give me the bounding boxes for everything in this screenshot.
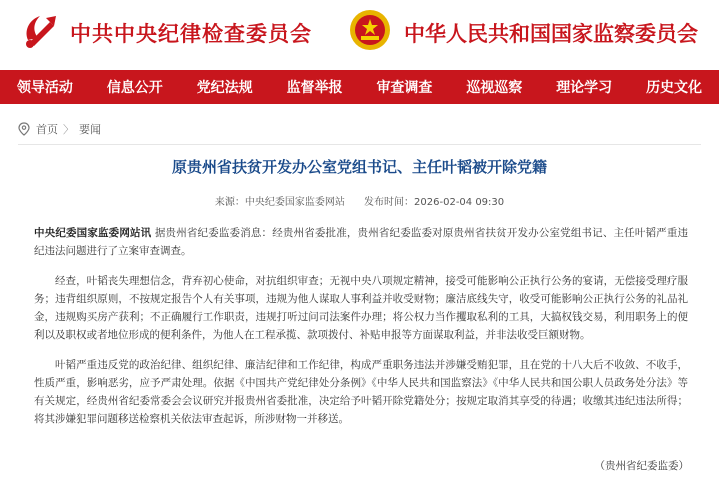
nav-item-investigation[interactable]: 审查调查 <box>376 80 433 96</box>
breadcrumb <box>18 120 101 138</box>
lead-source: 中央纪委国家监委网站讯 <box>34 227 152 239</box>
breadcrumb-separator: 〉 <box>63 123 74 136</box>
header-banner <box>0 0 719 70</box>
lead-text: 据贵州省纪委监委消息：经贵州省委批准，贵州省纪委监委对原贵州省扶贫开发办公室党组书记、主任叶韬严重违纪违法问题进行了立案审查调查。 <box>34 227 689 257</box>
article-paragraph-decision: 叶韬严重违反党的政治纪律、组织纪律、廉洁纪律和工作纪律，构成严重职务违法并涉嫌受贿犯罪，且在党的十八大后不收敛、不收手，性质严重，影响恶劣，应予严肃处理。依据《中国共产党纪律处分条例》《中华人民共和国监察法》《中华人民共和国公职人员政务处分法》等有关规定，经贵州省纪委常委会会议研究并报贵州省委批准，决定给予叶韬开除党籍处分；按规定取消其享受的待遇；收缴其违纪违法所得；将其涉嫌犯罪问题移送检察机关依法审查起诉，所涉财物一并移送。 <box>34 359 688 425</box>
article-body <box>34 224 688 440</box>
nav-item-inspection[interactable]: 巡视巡察 <box>466 80 523 96</box>
nav-item-theory[interactable]: 理论学习 <box>556 80 613 96</box>
article-source: 来源：中央纪委国家监委网站 <box>214 197 345 208</box>
nav-item-report[interactable]: 监督举报 <box>286 80 343 96</box>
location-pin-icon <box>18 122 30 136</box>
article-published-time: 发布时间：2026-02-04 09:30 <box>364 197 505 208</box>
divider <box>18 144 701 145</box>
article-paragraph-lead <box>34 224 688 260</box>
nav-item-info-disclosure[interactable]: 信息公开 <box>106 80 163 96</box>
site-title-ccdi: 中共中央纪律检查委员会 <box>70 21 312 46</box>
party-emblem-icon <box>20 10 62 52</box>
article-meta <box>0 193 719 208</box>
nav-item-regulations[interactable]: 党纪法规 <box>196 80 253 96</box>
article-signature: （贵州省纪委监委） <box>594 460 689 472</box>
nav-item-leadership[interactable]: 领导活动 <box>16 80 73 96</box>
breadcrumb-current-link[interactable]: 要闻 <box>79 123 101 136</box>
article-title: 原贵州省扶贫开发办公室党组书记、主任叶韬被开除党籍 <box>171 158 547 176</box>
article-paragraph-findings: 经查，叶韬丧失理想信念，背弃初心使命，对抗组织审查；无视中央八项规定精神，接受可能影响公正执行公务的宴请，无偿接受理疗服务；违背组织原则，不按规定报告个人有关事项，违规为他人谋取人事利益并收受财物；廉洁底线失守，收受可能影响公正执行公务的礼品礼金，违规购买房产获利；不正确履行工作职责，违规打听过问司法案件办理；将公权力当作攫取私利的工具，大搞权钱交易，利用职务上的便利以及职权或者地位形成的便利条件，为他人在工程承揽、款项拨付、补贴申报等方面谋取利益，并非法收受巨额财物。 <box>34 275 688 341</box>
main-nav <box>0 70 719 104</box>
national-emblem-icon <box>348 8 392 52</box>
nav-item-history[interactable]: 历史文化 <box>646 80 703 96</box>
site-title-nsc: 中华人民共和国国家监察委员会 <box>404 21 698 46</box>
breadcrumb-home-link[interactable]: 首页 <box>36 123 58 136</box>
